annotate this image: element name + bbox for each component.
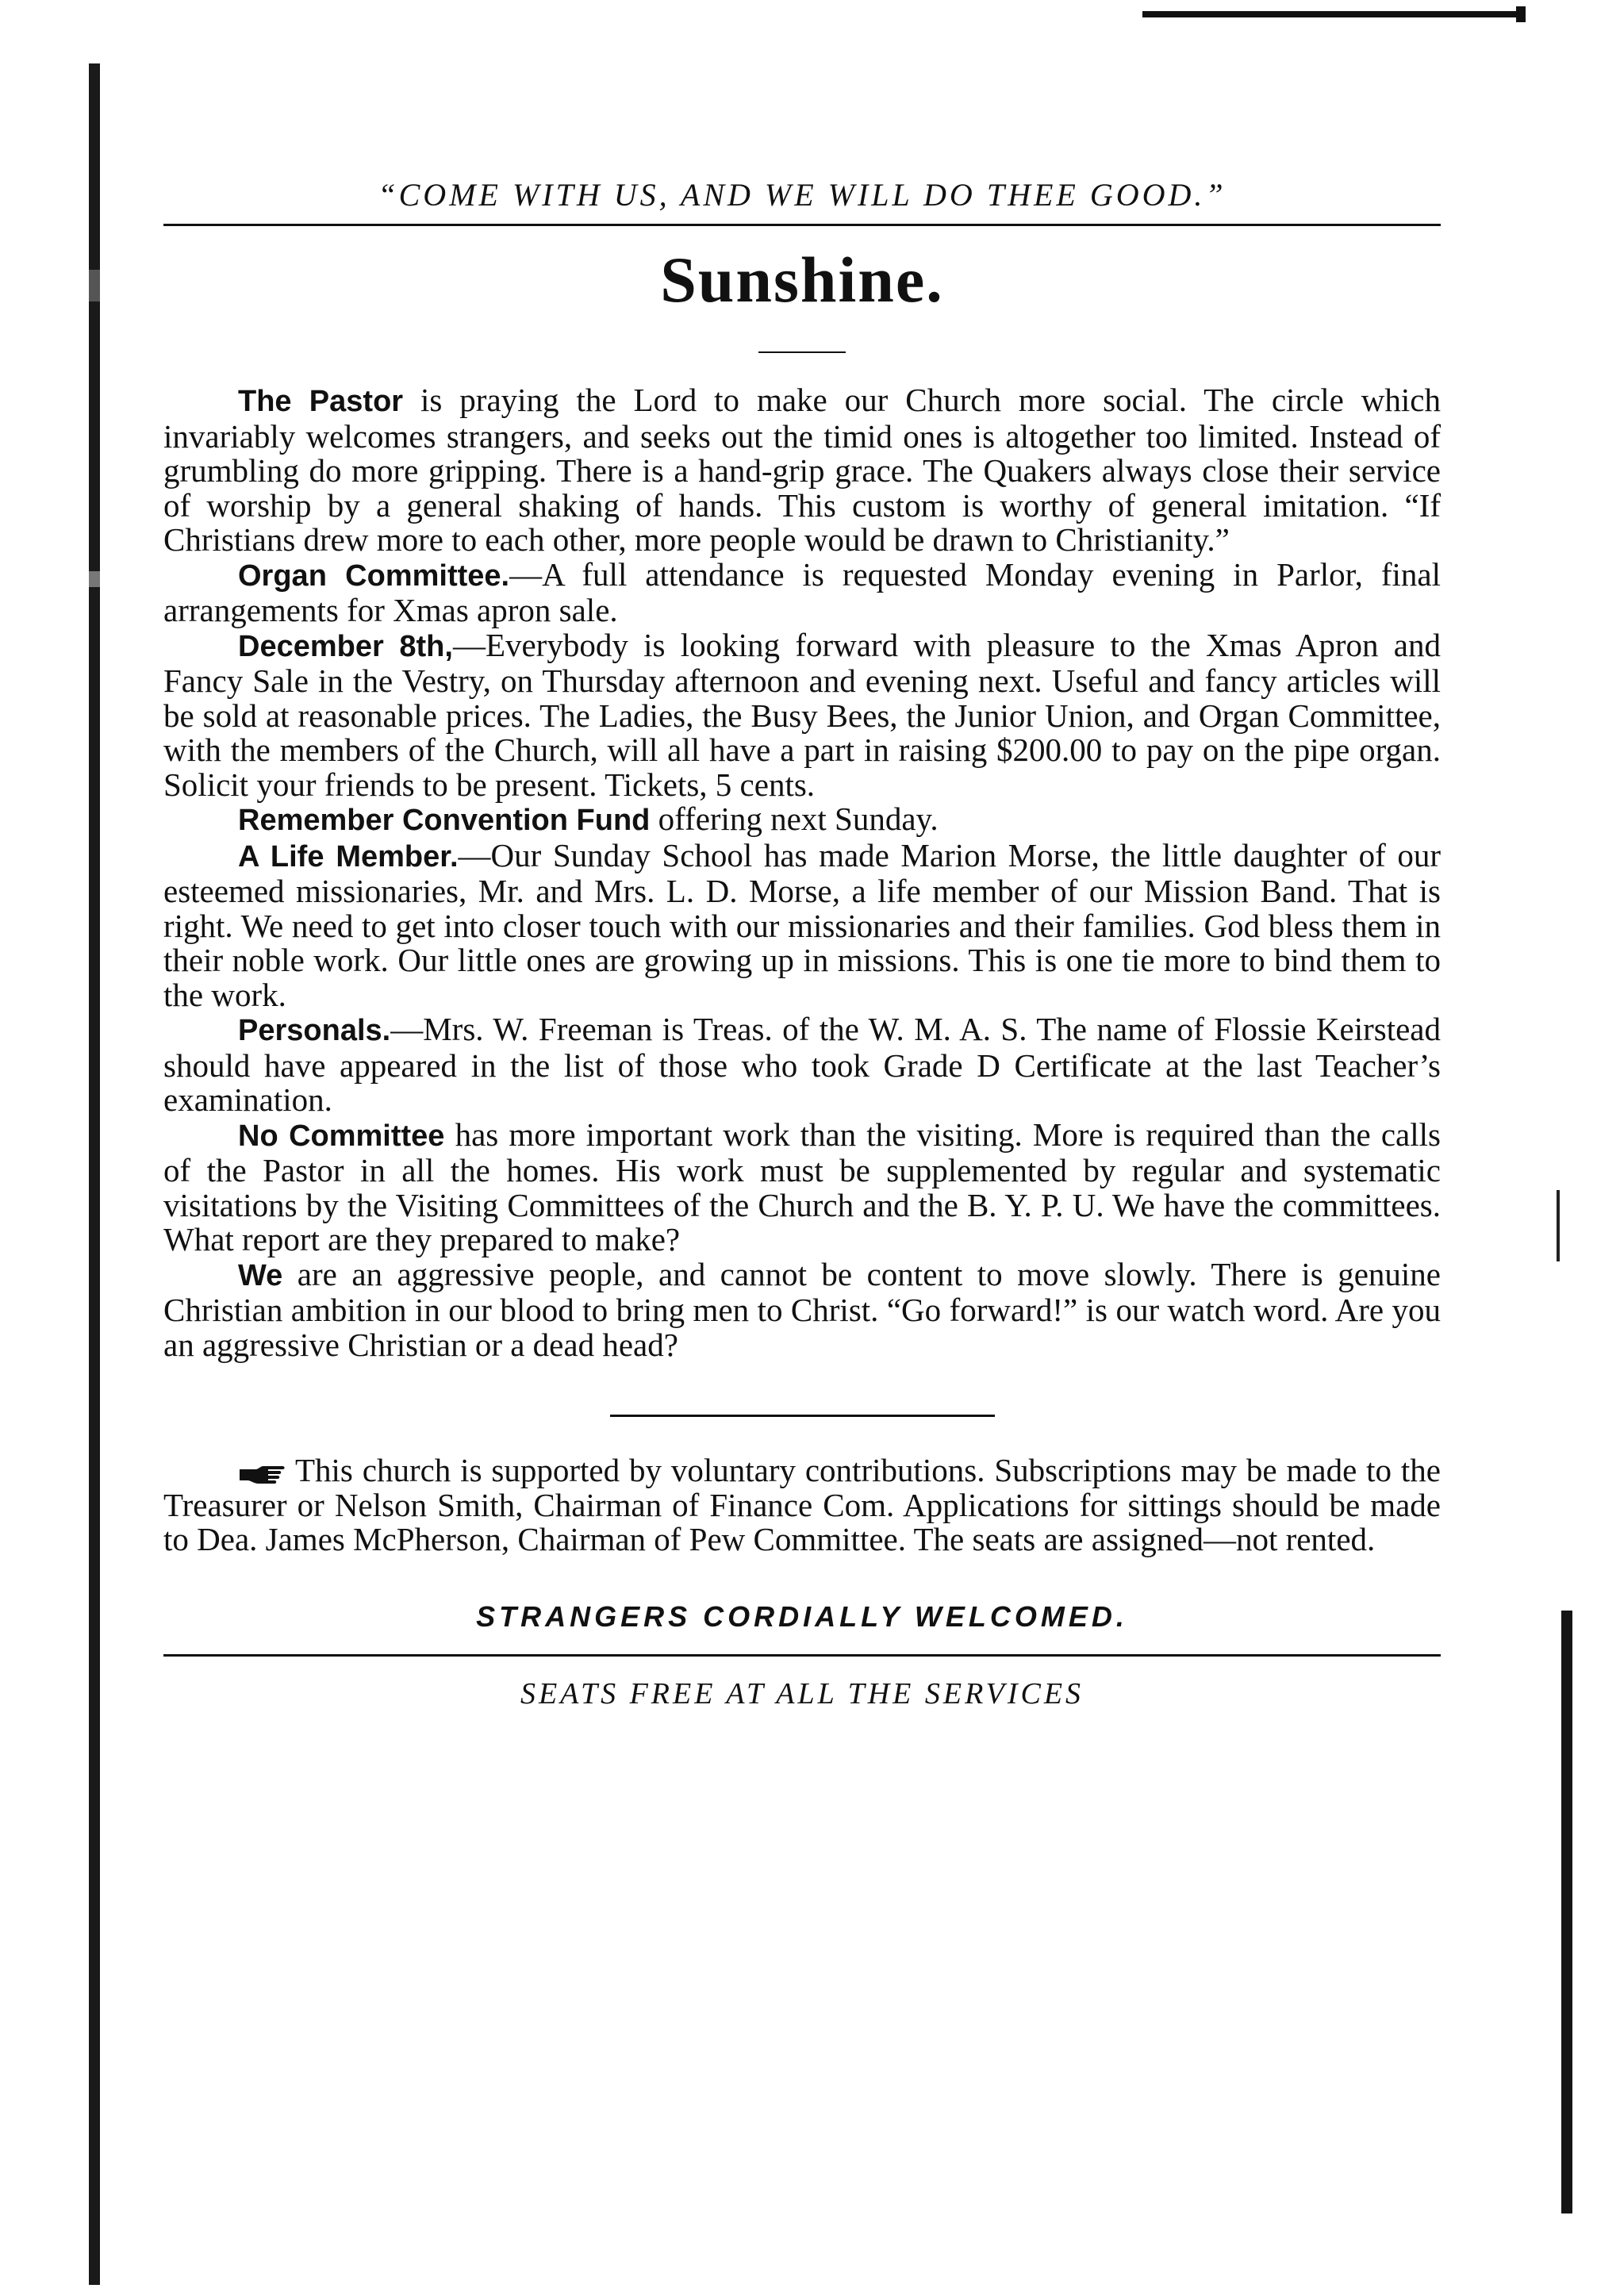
article-lead: A Life Member. [238, 839, 459, 873]
scan-top-rule [1142, 11, 1519, 17]
motto: “COME WITH US, AND WE WILL DO THEE GOOD.” [378, 177, 1227, 213]
article-body: —Mrs. W. Freeman is Treas. of the W. M. A. S. The name of Flossie Keirstead should have appeared in the list of those who took Grade D Certificate at the last Teacher’s examination. [163, 1011, 1441, 1118]
article-personals [163, 1012, 1441, 1118]
scan-right-mark [1557, 1190, 1560, 1261]
article-lead: Organ Committee. [238, 559, 510, 593]
page [163, 173, 1441, 1714]
seats-free-line: SEATS FREE AT ALL THE SERVICES [520, 1676, 1084, 1710]
article-body: is praying the Lord to make our Church more social. The circle which invariably welcomes strangers, and seeks out the timid ones is altogether too limited. Instead of grumbling do more gripping. There is a hand-grip grace. The Quakers always close their service of worship by a general shaking of hands. This custom is worthy of general imitation. “If Christians drew more to each other, more people would be drawn to Christianity.” [163, 382, 1441, 558]
article-body: —A full attendance is requested Monday evening in Parlor, final arrangements for Xmas apron sale. [163, 555, 1441, 628]
article-lead: December 8th, [238, 629, 453, 663]
article-lead: Personals. [238, 1014, 391, 1047]
article-pastor [163, 383, 1441, 558]
title-divider [758, 351, 846, 353]
article-body: offering next Sunday. [650, 801, 939, 837]
articles [163, 383, 1441, 1362]
support-notice [163, 1453, 1441, 1557]
article-convention-fund [163, 802, 1441, 839]
article-lead: Remember Convention Fund [238, 804, 651, 837]
article-body: has more important work than the visiting. More is required than the calls of the Pastor in all the homes. His work must be supplemented by regular and systematic visitations by the Visiting Committees of the Church and the B. Y. P. U. We have the committees. What report are they prepared to make? [163, 1115, 1441, 1257]
article-body: —Everybody is looking forward with pleasure to the Xmas Apron and Fancy Sale in the Vestry, on Thursday afternoon and evening next. Useful and fancy articles will be sold at reasonable prices. The Ladies, the Busy Bees, the Junior Union, and Organ Committee, with the members of the Church, will all have a part in raising $200.00 to pay on the pipe organ. Solicit your friends to be present. Tickets, 5 cents. [163, 626, 1441, 803]
article-body: —Our Sunday School has made Marion Morse, the little daughter of our esteemed missionaries, Mr. and Mrs. L. D. Morse, a life member of our Mission Band. That is right. We need to get into closer touch with our missionaries and their families. God bless them in their noble work. Our little ones are growing up in missions. This is one tie more to bind them to the work. [163, 836, 1441, 1013]
article-life-member [163, 836, 1441, 1013]
article-lead: We [238, 1258, 283, 1292]
header-divider [163, 224, 1441, 226]
notice-divider [610, 1415, 995, 1417]
article-body: are an aggressive people, and cannot be content to move slowly. There is genuine Christian ambition in our blood to bring men to Christ. “Go forward!” is our watch word. Are you an aggressive Christian or a dead head? [163, 1255, 1441, 1363]
scan-left-edge [89, 63, 100, 2285]
scan-right-edge [1561, 1611, 1572, 2213]
page-title: Sunshine. [660, 244, 944, 316]
article-aggressive-people [163, 1257, 1441, 1363]
pointing-hand-icon [238, 1463, 289, 1485]
footer-divider [163, 1654, 1441, 1657]
article-lead: The Pastor [238, 385, 404, 418]
article-december-8th [163, 628, 1441, 803]
welcome-banner: STRANGERS CORDIALLY WELCOMED. [476, 1599, 1128, 1633]
article-organ-committee [163, 555, 1441, 628]
support-notice-text: This church is supported by voluntary contributions. Subscriptions may be made to the Treasurer or Nelson Smith, Chairman of Finance Com. Applications for sittings should be made to Dea. James McPherson, Chairman of Pew Committee. The seats are assigned—not rented. [163, 1452, 1441, 1557]
article-no-committee [163, 1115, 1441, 1257]
article-lead: No Committee [238, 1119, 445, 1153]
